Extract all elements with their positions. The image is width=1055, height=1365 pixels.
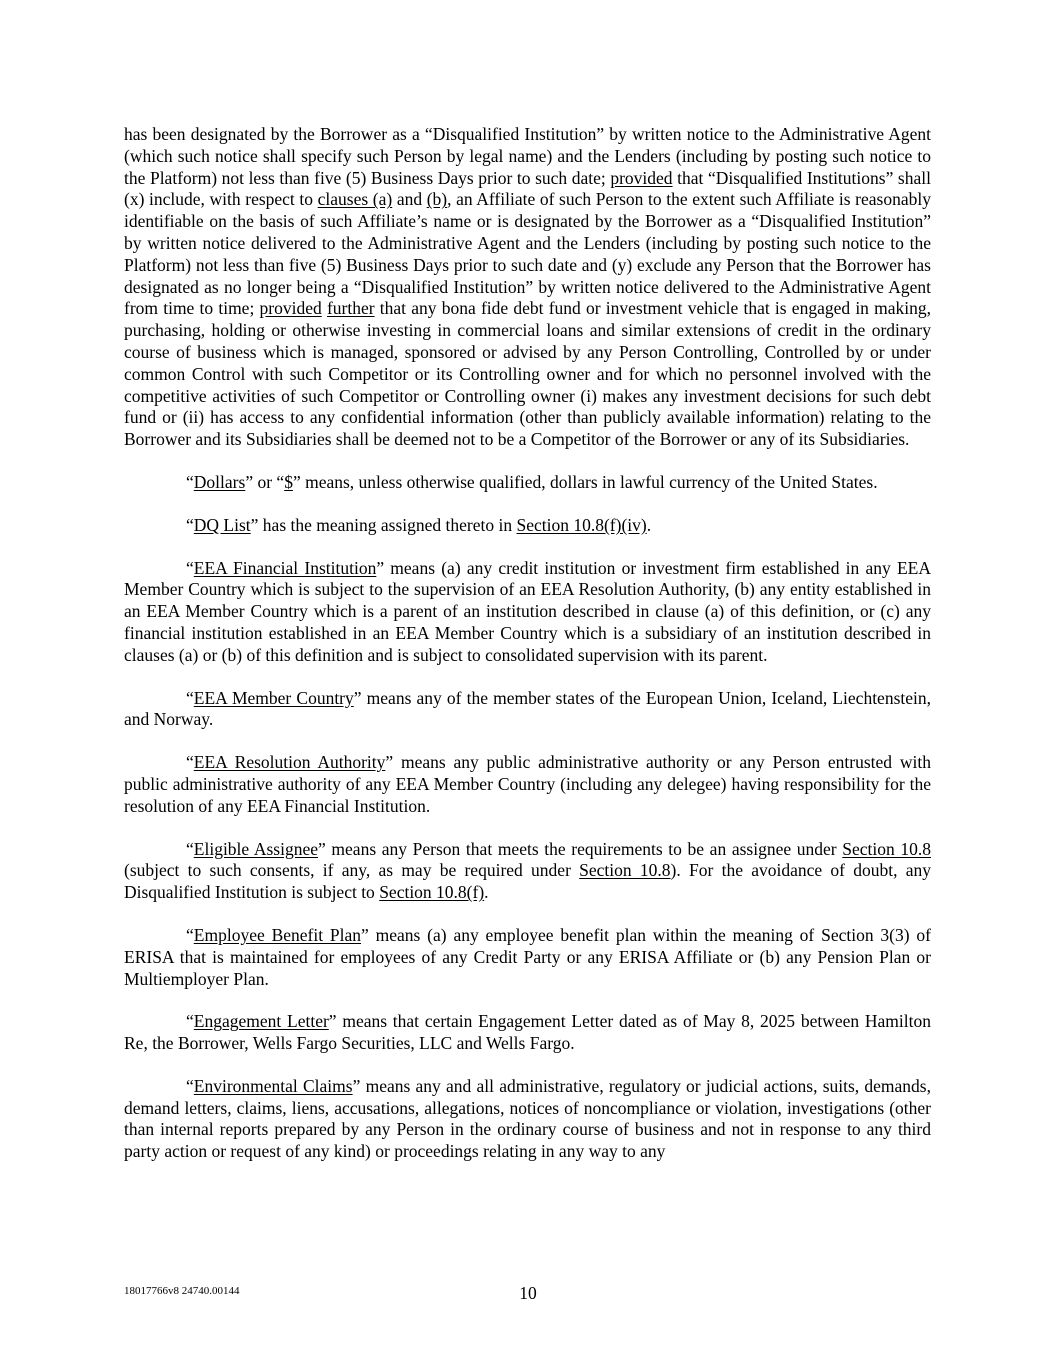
text-run: ” means any public administrative authority or any Person entrusted with public administrative authority of any EEA Member Country (including any delegee) having responsibility for the resolution of any EEA Financial Institution. <box>124 752 931 816</box>
definition-paragraph <box>124 839 931 904</box>
text-run: ” means (a) any credit institution or investment firm established in any EEA Member Country which is subject to the supervision of an EEA Resolution Authority, (b) any entity established in an EEA Member Country which is a parent of an institution described in clause (a) of this definition, or (c) any financial institution established in an EEA Member Country which is a subsidiary of an institution described in clauses (a) or (b) of this definition and is subject to consolidated supervision with its parent. <box>124 557 931 665</box>
underlined-term: (b) <box>426 189 448 210</box>
underlined-term: Section 10.8(f)(iv) <box>516 514 647 535</box>
text-run: ” means, unless otherwise qualified, dollars in lawful currency of the United States. <box>292 471 878 492</box>
underlined-term: Section 10.8 <box>579 860 671 881</box>
footer-document-id: 18017766v8 24740.00144 <box>124 1285 240 1297</box>
definition-paragraph <box>124 515 931 537</box>
definition-paragraph <box>124 472 931 494</box>
text-run: ” means (a) any employee benefit plan within the meaning of Section 3(3) of ERISA that is maintained for employees of any Credit Party or any ERISA Affiliate or (b) any Pension Plan or Multiemployer Plan. <box>124 924 931 989</box>
underlined-term: DQ List <box>193 514 251 535</box>
definition-paragraph <box>124 925 931 990</box>
underlined-term: Dollars <box>193 471 246 492</box>
text-run: that any bona fide debt fund or investment vehicle that is engaged in making, purchasing, holding or otherwise investing in commercial loans and similar extensions of credit in the ordinary course of business which is managed, sponsored or advised by any Person Controlling, Controlled by or under common Control with such Competitor or its Controlling owner and for which no personnel involved with the competitive activities of such Competitor or Controlling owner (i) makes any investment decisions for such debt fund or (ii) has access to any confidential information (other than publicly available information) relating to the Borrower and its Subsidiaries shall be deemed not to be a Competitor of the Borrower or any of its Subsidiaries. <box>124 298 932 450</box>
text-run: ). For the avoidance of doubt, any Disqualified Institution is subject to <box>124 860 932 903</box>
underlined-term: Environmental Claims <box>193 1075 353 1096</box>
text-run: (subject to such consents, if any, as may be required under <box>124 860 580 881</box>
text-run: “ <box>186 471 194 492</box>
text-run: ” means any Person that meets the requirements to be an assignee under <box>318 838 843 859</box>
text-run: ” has the meaning assigned thereto in <box>250 514 517 535</box>
underlined-term: Employee Benefit Plan <box>193 924 362 945</box>
underlined-term: further <box>326 298 375 319</box>
text-run: ” or “ <box>245 471 285 492</box>
text-run: that “Disqualified Institutions” shall (x) include, with respect to <box>124 167 931 210</box>
text-run: ” means that certain Engagement Letter dated as of May 8, 2025 between Hamilton Re, the Borrower, Wells Fargo Securities, LLC and Wells Fargo. <box>124 1011 931 1054</box>
text-run: “ <box>186 838 194 859</box>
definition-paragraph <box>124 688 931 732</box>
text-run: ” means any of the member states of the European Union, Iceland, Liechtenstein, and Norway. <box>124 687 931 730</box>
underlined-term: Eligible Assignee <box>193 838 319 859</box>
definition-paragraph <box>124 1076 931 1163</box>
underlined-term: Section 10.8(f) <box>379 882 485 903</box>
text-run: “ <box>186 687 194 708</box>
text-run: . <box>484 882 489 903</box>
underlined-term: $ <box>284 471 293 492</box>
underlined-term: clauses (a) <box>317 189 393 210</box>
text-run: . <box>646 514 652 535</box>
paragraph-continuation <box>124 124 931 451</box>
underlined-term: Engagement Letter <box>193 1011 329 1032</box>
underlined-term: EEA Resolution Authority <box>193 752 386 773</box>
text-run: and <box>392 189 427 210</box>
text-run: “ <box>186 514 194 535</box>
underlined-term: Section 10.8 <box>842 838 931 859</box>
text-run: “ <box>186 1011 194 1032</box>
underlined-term: EEA Financial Institution <box>193 557 377 578</box>
document-body <box>124 124 931 1184</box>
text-run: has been designated by the Borrower as a “Disqualified Institution” by written notice to the Administrative Agent (which such notice shall specify such Person by legal name) and the Lenders (including by posting such notice to the Platform) not less than five (5) Business Days prior to such date; <box>124 124 931 188</box>
text-run: “ <box>186 557 194 578</box>
definition-paragraph <box>124 558 931 667</box>
underlined-term: EEA Member Country <box>193 687 354 708</box>
definition-paragraph <box>124 752 931 817</box>
definition-paragraph <box>124 1011 931 1055</box>
underlined-term: provided <box>259 298 322 319</box>
underlined-term: provided <box>610 167 673 188</box>
text-run: “ <box>186 1075 194 1096</box>
text-run: , an Affiliate of such Person to the extent such Affiliate is reasonably identifiable on the basis of such Affiliate’s name or is designated by the Borrower as a “Disqualified Institution” by written notice delivered to the Administrative Agent and the Lenders (including by posting such notice to the Platform) not less than five (5) Business Days prior to such date and (y) exclude any Person that the Borrower has designated as no longer being a “Disqualified Institution” by written notice delivered to the Administrative Agent from time to time; <box>124 189 931 319</box>
text-run: ” means any and all administrative, regulatory or judicial actions, suits, demands, demand letters, claims, liens, accusations, allegations, notices of noncompliance or violation, investigations (other than internal reports prepared by any Person in the ordinary course of business and not in response to any third party action or request of any kind) or proceedings relating in any way to any <box>124 1075 931 1162</box>
text-run: “ <box>186 752 194 773</box>
page-number: 10 <box>519 1283 537 1303</box>
text-run: “ <box>186 924 194 945</box>
